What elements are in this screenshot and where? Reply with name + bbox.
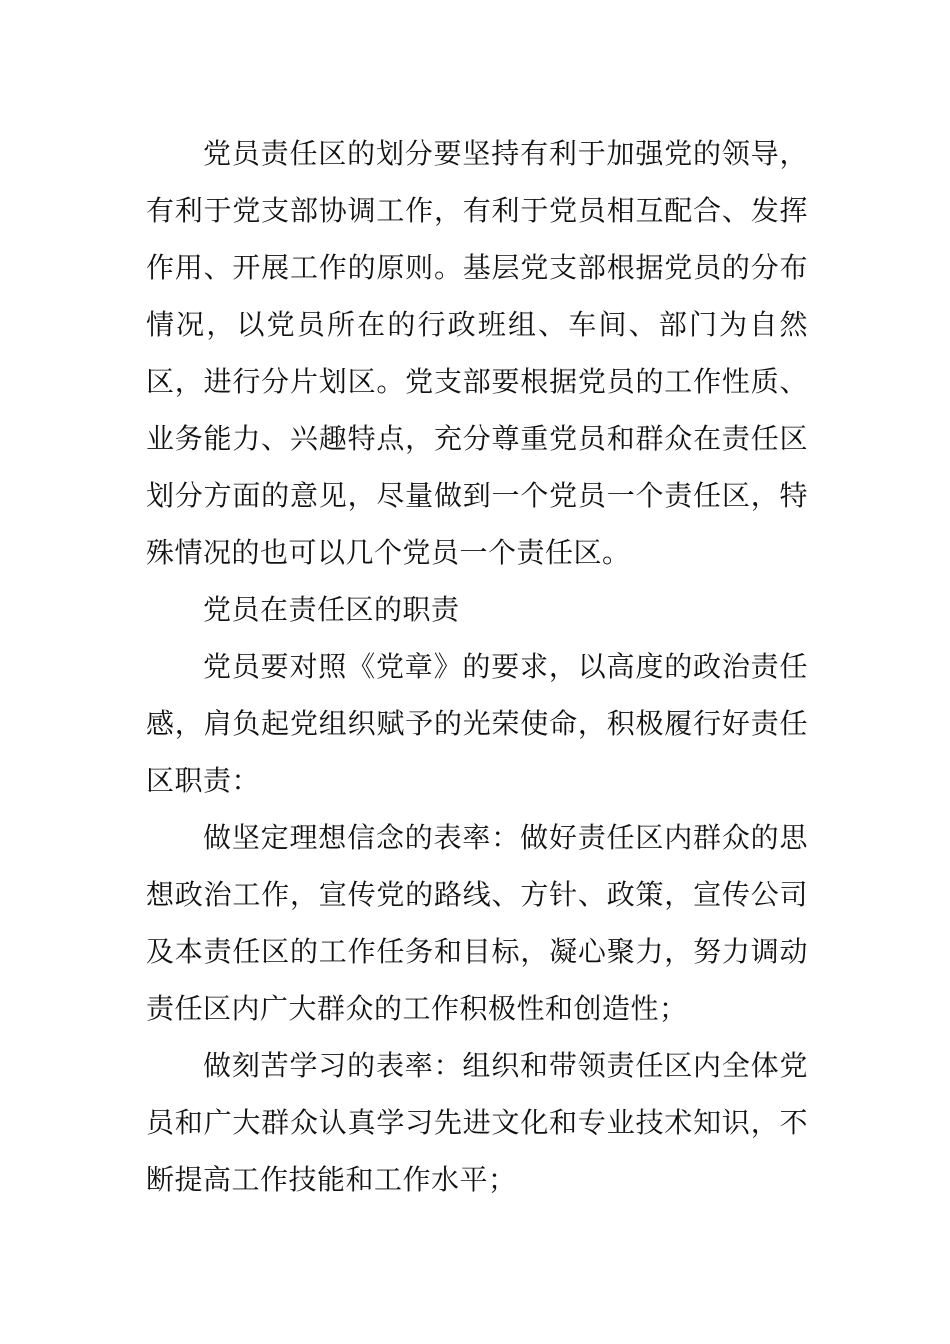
paragraph-division-principles: 党员责任区的划分要坚持有利于加强党的领导，有利于党支部协调工作，有利于党员相互配合、发挥作用、开展工作的原则。基层党支部根据党员的分布情况，以党员所在的行政班组、车间、部门为自然区，进行分片划区。党支部要根据党员的工作性质、业务能力、兴趣特点，充分尊重党员和群众在责任区划分方面的意见，尽量做到一个党员一个责任区，特殊情况的也可以几个党员一个责任区。 [146,137,808,569]
paragraph-duties-intro: 党员要对照《党章》的要求，以高度的政治责任感，肩负起党组织赋予的光荣使命，积极履行好责任区职责： [146,650,808,797]
paragraph-ideals-model: 做坚定理想信念的表率：做好责任区内群众的思想政治工作，宣传党的路线、方针、政策，宣传公司及本责任区的工作任务和目标，凝心聚力，努力调动责任区内广大群众的工作积极性和创造性； [146,821,808,1025]
document-body [146,125,808,1208]
section-heading-duties: 党员在责任区的职责 [203,593,460,626]
paragraph-study-model: 做刻苦学习的表率：组织和带领责任区内全体党员和广大群众认真学习先进文化和专业技术知识，不断提高工作技能和工作水平； [146,1049,808,1196]
